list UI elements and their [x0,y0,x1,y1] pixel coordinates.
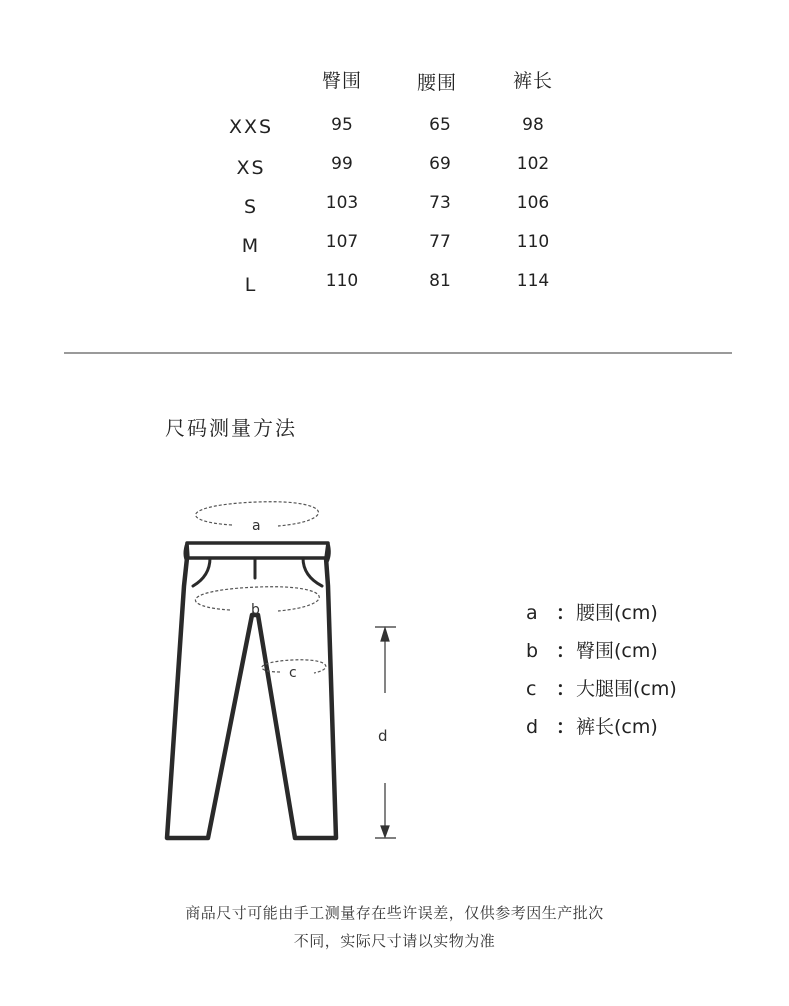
waist-value: 77 [429,232,451,252]
label-a: a [252,518,261,534]
length-value: 106 [516,193,550,213]
label-b: b [251,602,260,618]
length-value: 110 [516,232,550,252]
section-divider [64,352,732,354]
section-title: 尺码测量方法 [165,416,297,440]
table-row [0,193,789,223]
legend-text: 裤长(cm) [576,716,658,738]
hip-value: 103 [325,193,359,213]
legend-colon: ： [556,716,576,738]
arrow-down-icon [381,826,389,837]
label-d: d [378,727,388,745]
waist-value: 73 [429,193,451,213]
disclaimer-line-2: 不同，实际尺寸请以实物为准 [293,932,496,950]
size-label: S [243,196,259,218]
legend-key: a [526,602,538,624]
legend-key: c [526,678,537,700]
waist-value: 65 [429,115,451,135]
table-row [0,271,789,301]
legend-colon: ： [556,640,576,662]
waist-value: 81 [429,271,451,291]
legend-text: 臀围(cm) [576,640,658,662]
table-row [0,232,789,262]
legend-key: b [526,640,539,662]
hip-value: 107 [325,232,359,252]
legend-colon: ： [556,678,576,700]
disclaimer-line-1: 商品尺寸可能由手工测量存在些许误差，仅供参考因生产批次 [185,904,604,922]
hip-value: 99 [331,154,353,174]
legend-item [526,712,677,750]
size-table [0,0,789,320]
size-label: XS [236,157,266,179]
header-length: 裤长 [513,70,554,92]
length-value: 98 [522,115,544,135]
legend-item [526,598,677,636]
legend-item [526,636,677,674]
arrow-up-icon [381,628,389,641]
header-hip: 臀围 [322,70,363,92]
legend-text: 大腿围(cm) [576,678,677,700]
legend-item [526,674,677,712]
pants-diagram [150,490,410,850]
measurement-legend [526,598,677,750]
waist-value: 69 [429,154,451,174]
legend-text: 腰围(cm) [576,602,658,624]
size-label: XXS [228,116,274,138]
length-value: 102 [516,154,550,174]
hip-value: 110 [325,271,359,291]
table-row [0,154,789,184]
hip-value: 95 [331,115,353,135]
size-label: M [241,235,261,257]
table-row [0,115,789,145]
length-value: 114 [516,271,550,291]
header-waist: 腰围 [417,72,458,94]
legend-colon: ： [556,602,576,624]
label-c: c [289,665,297,681]
legend-key: d [526,716,539,738]
size-label: L [244,274,258,296]
